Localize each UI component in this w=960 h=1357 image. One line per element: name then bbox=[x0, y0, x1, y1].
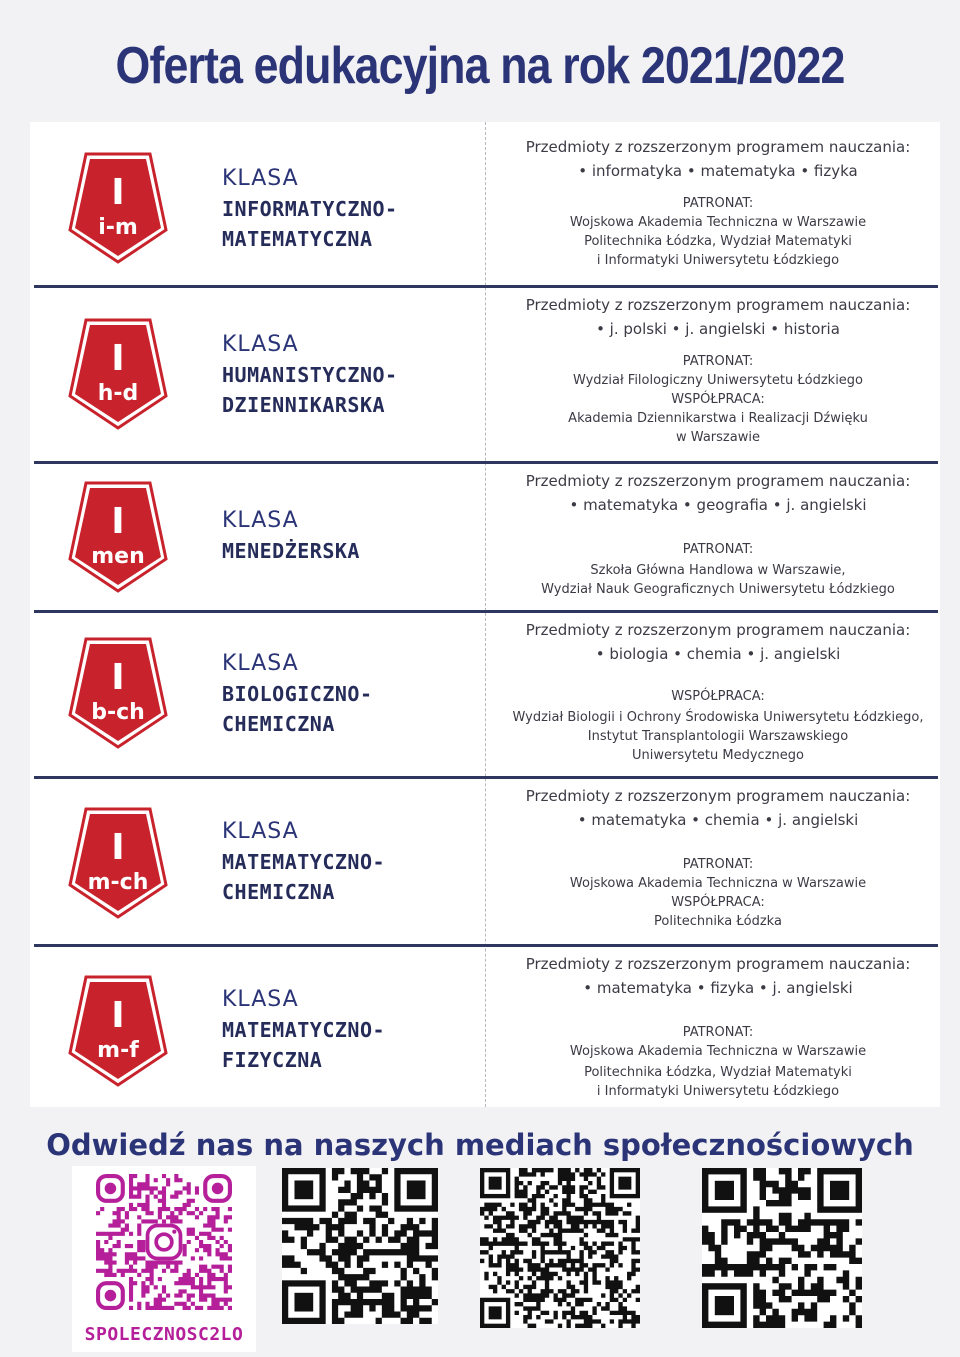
qr-code-icon[interactable] bbox=[282, 1168, 438, 1324]
class-badge-icon bbox=[68, 973, 168, 1087]
subjects-heading: Przedmioty z rozszerzonym programem nauczania: bbox=[525, 955, 911, 973]
klasa-label: KLASA bbox=[222, 166, 299, 191]
badge-code: b-ch bbox=[91, 700, 145, 725]
class-details bbox=[500, 787, 936, 931]
klasa-label: KLASA bbox=[222, 508, 299, 533]
class-row-m-f bbox=[30, 947, 940, 1107]
subjects-heading: Przedmioty z rozszerzonym programem nauczania: bbox=[525, 472, 911, 490]
detail-line: Uniwersytetu Medycznego bbox=[632, 748, 804, 763]
class-name: HUMANISTYCZNO- DZIENNIKARSKA bbox=[222, 363, 398, 417]
class-row-m-ch bbox=[30, 779, 940, 945]
subjects-list: • matematyka • geografia • j. angielski bbox=[569, 496, 867, 514]
class-details bbox=[500, 296, 936, 447]
qr-code-icon[interactable] bbox=[480, 1168, 640, 1328]
social-media-heading: Odwiedź nas na naszych mediach społecznościowych bbox=[46, 1128, 914, 1162]
subjects-list: • biologia • chemia • j. angielski bbox=[595, 645, 841, 663]
badge-code: h-d bbox=[97, 381, 139, 406]
klasa-label: KLASA bbox=[222, 651, 299, 676]
detail-line: WSPÓŁPRACA: bbox=[671, 392, 765, 407]
class-badge-icon bbox=[68, 635, 168, 749]
detail-line: PATRONAT: bbox=[682, 542, 754, 557]
detail-line: Wydział Nauk Geograficznych Uniwersytetu Łódzkiego bbox=[541, 582, 895, 597]
badge-numeral: I bbox=[111, 995, 125, 1036]
subjects-heading: Przedmioty z rozszerzonym programem nauczania: bbox=[525, 138, 911, 156]
detail-line: PATRONAT: bbox=[682, 857, 754, 872]
badge-code: i-m bbox=[98, 215, 138, 240]
class-badge-icon bbox=[68, 150, 168, 264]
detail-line: w Warszawie bbox=[676, 430, 760, 445]
subjects-heading: Przedmioty z rozszerzonym programem nauczania: bbox=[525, 787, 911, 805]
qr-code-icon[interactable] bbox=[702, 1168, 862, 1328]
detail-line: i Informatyki Uniwersytetu Łódzkiego bbox=[596, 1084, 840, 1099]
class-details bbox=[500, 138, 936, 270]
class-row-b-ch bbox=[30, 613, 940, 778]
detail-line: PATRONAT: bbox=[682, 1025, 754, 1040]
subjects-list: • informatyka • matematyka • fizyka bbox=[578, 162, 858, 180]
klasa-label: KLASA bbox=[222, 332, 299, 357]
detail-line: Politechnika Łódzka, Wydział Matematyki bbox=[584, 234, 852, 249]
class-badge-icon bbox=[68, 316, 168, 430]
badge-numeral: I bbox=[111, 657, 125, 698]
class-name: INFORMATYCZNO- MATEMATYCZNA bbox=[222, 197, 398, 251]
class-row-i-m bbox=[30, 122, 940, 287]
detail-line: Politechnika Łódzka bbox=[654, 914, 782, 929]
badge-numeral: I bbox=[111, 338, 125, 379]
detail-line: PATRONAT: bbox=[682, 196, 754, 211]
detail-line: Wydział Filologiczny Uniwersytetu Łódzkiego bbox=[572, 373, 864, 388]
detail-line: Akademia Dziennikarstwa i Realizacji Dźwięku bbox=[568, 411, 868, 426]
detail-line: Szkoła Główna Handlowa w Warszawie, bbox=[590, 563, 846, 578]
detail-line: Wojskowa Akademia Techniczna w Warszawie bbox=[569, 1044, 867, 1059]
detail-line: PATRONAT: bbox=[682, 354, 754, 369]
detail-line: Politechnika Łódzka, Wydział Matematyki bbox=[584, 1065, 852, 1080]
klasa-label: KLASA bbox=[222, 819, 299, 844]
detail-line: WSPÓŁPRACA: bbox=[671, 689, 765, 704]
class-name: MENEDŻERSKA bbox=[222, 539, 360, 563]
subjects-heading: Przedmioty z rozszerzonym programem nauczania: bbox=[525, 621, 911, 639]
class-details bbox=[500, 472, 936, 599]
class-details bbox=[500, 621, 936, 765]
badge-numeral: I bbox=[111, 172, 125, 213]
subjects-heading: Przedmioty z rozszerzonym programem nauczania: bbox=[525, 296, 911, 314]
class-details bbox=[500, 955, 936, 1101]
subjects-list: • matematyka • chemia • j. angielski bbox=[577, 811, 859, 829]
badge-code: men bbox=[91, 544, 145, 569]
subjects-list: • matematyka • fizyka • j. angielski bbox=[583, 979, 853, 997]
class-row-h-d bbox=[30, 288, 940, 463]
instagram-qr-card[interactable] bbox=[72, 1166, 256, 1352]
instagram-handle: SPOLECZNOSC2LO bbox=[84, 1324, 244, 1345]
class-list bbox=[30, 122, 940, 1107]
class-badge-icon bbox=[68, 805, 168, 919]
detail-line: Wydział Biologii i Ochrony Środowiska Uniwersytetu Łódzkiego, bbox=[512, 710, 924, 725]
klasa-label: KLASA bbox=[222, 987, 299, 1012]
badge-code: m-ch bbox=[87, 870, 149, 895]
badge-code: m-f bbox=[97, 1038, 139, 1063]
class-name: MATEMATYCZNO- FIZYCZNA bbox=[222, 1018, 386, 1072]
class-name: BIOLOGICZNO- CHEMICZNA bbox=[222, 682, 373, 736]
detail-line: i Informatyki Uniwersytetu Łódzkiego bbox=[596, 253, 840, 268]
subjects-list: • j. polski • j. angielski • historia bbox=[596, 320, 840, 338]
class-name: MATEMATYCZNO- CHEMICZNA bbox=[222, 850, 386, 904]
detail-line: Wojskowa Akademia Techniczna w Warszawie bbox=[569, 876, 867, 891]
page-title: Oferta edukacyjna na rok 2021/2022 bbox=[115, 37, 845, 95]
instagram-qr-icon[interactable] bbox=[96, 1174, 232, 1310]
class-badge-icon bbox=[68, 479, 168, 593]
detail-line: Instytut Transplantologii Warszawskiego bbox=[587, 729, 849, 744]
detail-line: Wojskowa Akademia Techniczna w Warszawie bbox=[569, 215, 867, 230]
class-row-men bbox=[30, 464, 940, 612]
badge-numeral: I bbox=[111, 827, 125, 868]
detail-line: WSPÓŁPRACA: bbox=[671, 895, 765, 910]
badge-numeral: I bbox=[111, 501, 125, 542]
